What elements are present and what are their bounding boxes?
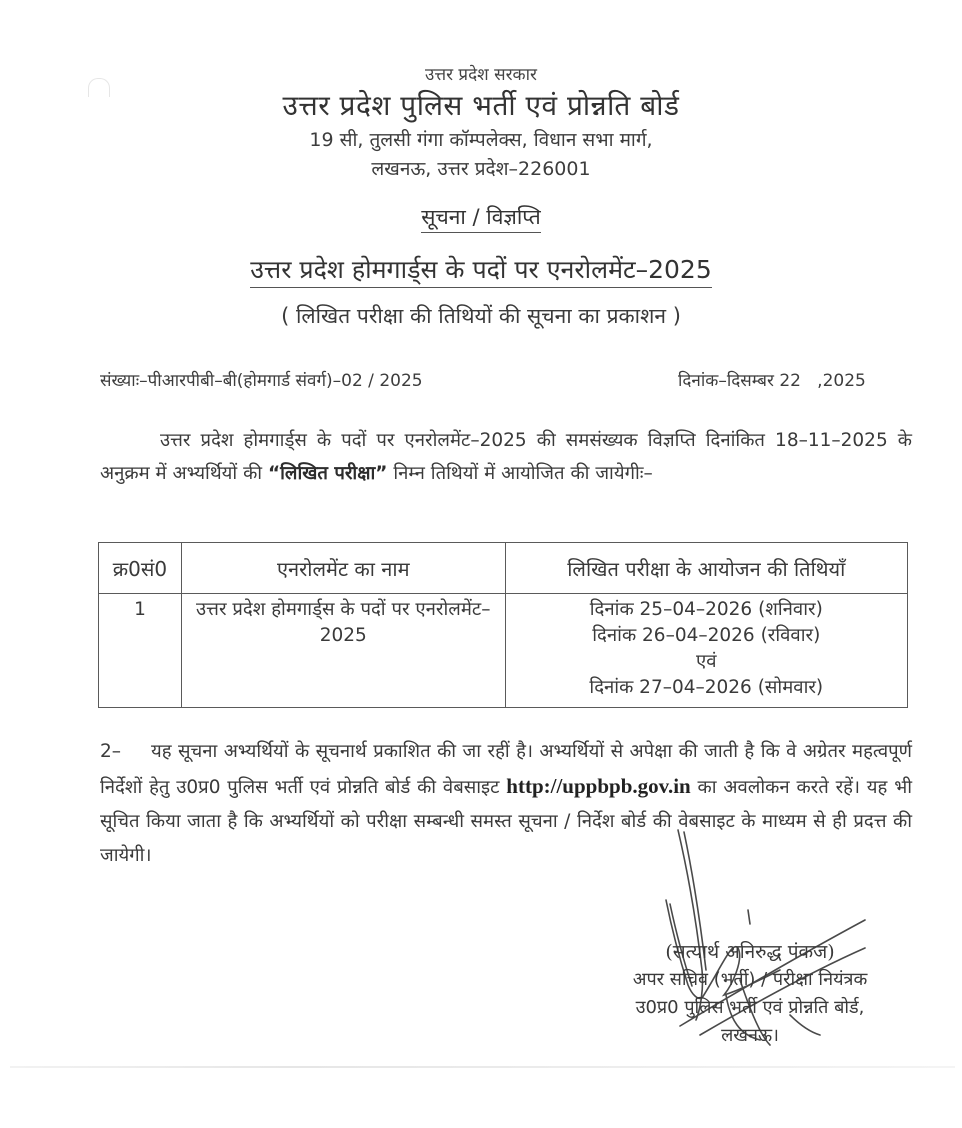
paragraph-2-text-b: का अवलोकन करते रहें। यह भी सूचित किया जाता है कि अभ्यर्थियों को परीक्षा सम्बन्धी समस्त सूचना / निर्देश बोर्ड की वेबसाइट के माध्यम से ही प्रदत्त की जायेगी। [100,777,912,866]
paragraph-2-number: 2– [100,741,122,762]
paragraph-2 [100,735,912,873]
address-line-1: 19 सी, तुलसी गंगा कॉम्पलेक्स, विधान सभा मार्ग, [309,129,653,151]
cell-serial: 1 [99,594,182,708]
enrolment-name-text: उत्तर प्रदेश होमगार्ड्स के पदों पर एनरोलमेंट–2025 [196,599,491,646]
header-serial-number: क्र0सं0 [99,543,182,594]
header-exam-dates: लिखित परीक्षा के आयोजन की तिथियाँ [505,543,907,594]
notice-type-heading [0,203,962,231]
cell-enrolment-name [181,594,505,708]
exam-date-conjunction: एवं [696,651,717,672]
paragraph-1 [100,424,912,490]
notice-type-text: सूचना / विज्ञप्ति [421,205,541,233]
address-line-2: लखनऊ, उत्तर प्रदेश–226001 [371,158,591,180]
signatory-name: (सत्यार्थ अनिरुद्ध पंकज) [665,941,835,963]
signatory-organization: उ0प्र0 पुलिस भर्ती एवं प्रोन्नति बोर्ड, [635,997,865,1018]
signatory-designation: अपर सचिव (भर्ती) / परीक्षा नियंत्रक [632,969,868,990]
government-line: उत्तर प्रदेश सरकार [425,65,537,85]
exam-date-1: दिनांक 25–04–2026 (शनिवार) [589,599,823,620]
table-header-row [99,543,908,594]
exam-schedule-table [98,542,908,708]
notice-subject-heading [0,252,962,286]
page-bottom-edge-divider [10,1066,955,1068]
notice-subject-text: उत्तर प्रदेश होमगार्ड्स के पदों पर एनरोलमेंट–2025 [250,255,712,288]
board-name: उत्तर प्रदेश पुलिस भर्ती एवं प्रोन्नति बोर्ड [282,89,680,122]
notice-subtitle: ( लिखित परीक्षा की तिथियों की सूचना का प्रकाशन ) [281,304,681,328]
signatory-place: लखनऊ। [721,1025,779,1046]
notice-date: दिनांक–दिसम्बर 22 ,2025 [678,371,866,391]
exam-date-3: दिनांक 27–04–2026 (सोमवार) [589,677,824,698]
paragraph-1-bold-exam: “लिखित परीक्षा” [267,463,388,484]
table-row [99,594,908,708]
header-enrolment-name: एनरोलमेंट का नाम [181,543,505,594]
exam-date-2: दिनांक 26–04–2026 (रविवार) [592,625,821,646]
reference-number: संख्याः–पीआरपीबी–बी(होमगार्ड संवर्ग)–02 / 2025 [100,371,423,391]
paragraph-2-text-a: यह सूचना अभ्यर्थियों के सूचनार्थ प्रकाशित की जा रहीं है। अभ्यर्थियों से अपेक्षा की जाती है कि वे अग्रेतर महत्वपूर्ण निर्देशों हेतु उ0प्र0 पुलिस भर्ती एवं प्रोन्नति बोर्ड की वेबसाइट [100,741,912,798]
paragraph-1-text-a: उत्तर प्रदेश होमगार्ड्स के पदों पर एनरोलमेंट–2025 की समसंख्यक विज्ञप्ति दिनांकित 18–11–2025 के अनुक्रम में अभ्यर्थियों की [100,430,912,484]
signatory-block [585,938,915,1050]
board-website-link[interactable]: http://uppbpb.gov.in [506,774,691,798]
paragraph-1-text-b: निम्न तिथियों में आयोजित की जायेगीः– [387,463,653,484]
cell-exam-dates [505,594,907,708]
